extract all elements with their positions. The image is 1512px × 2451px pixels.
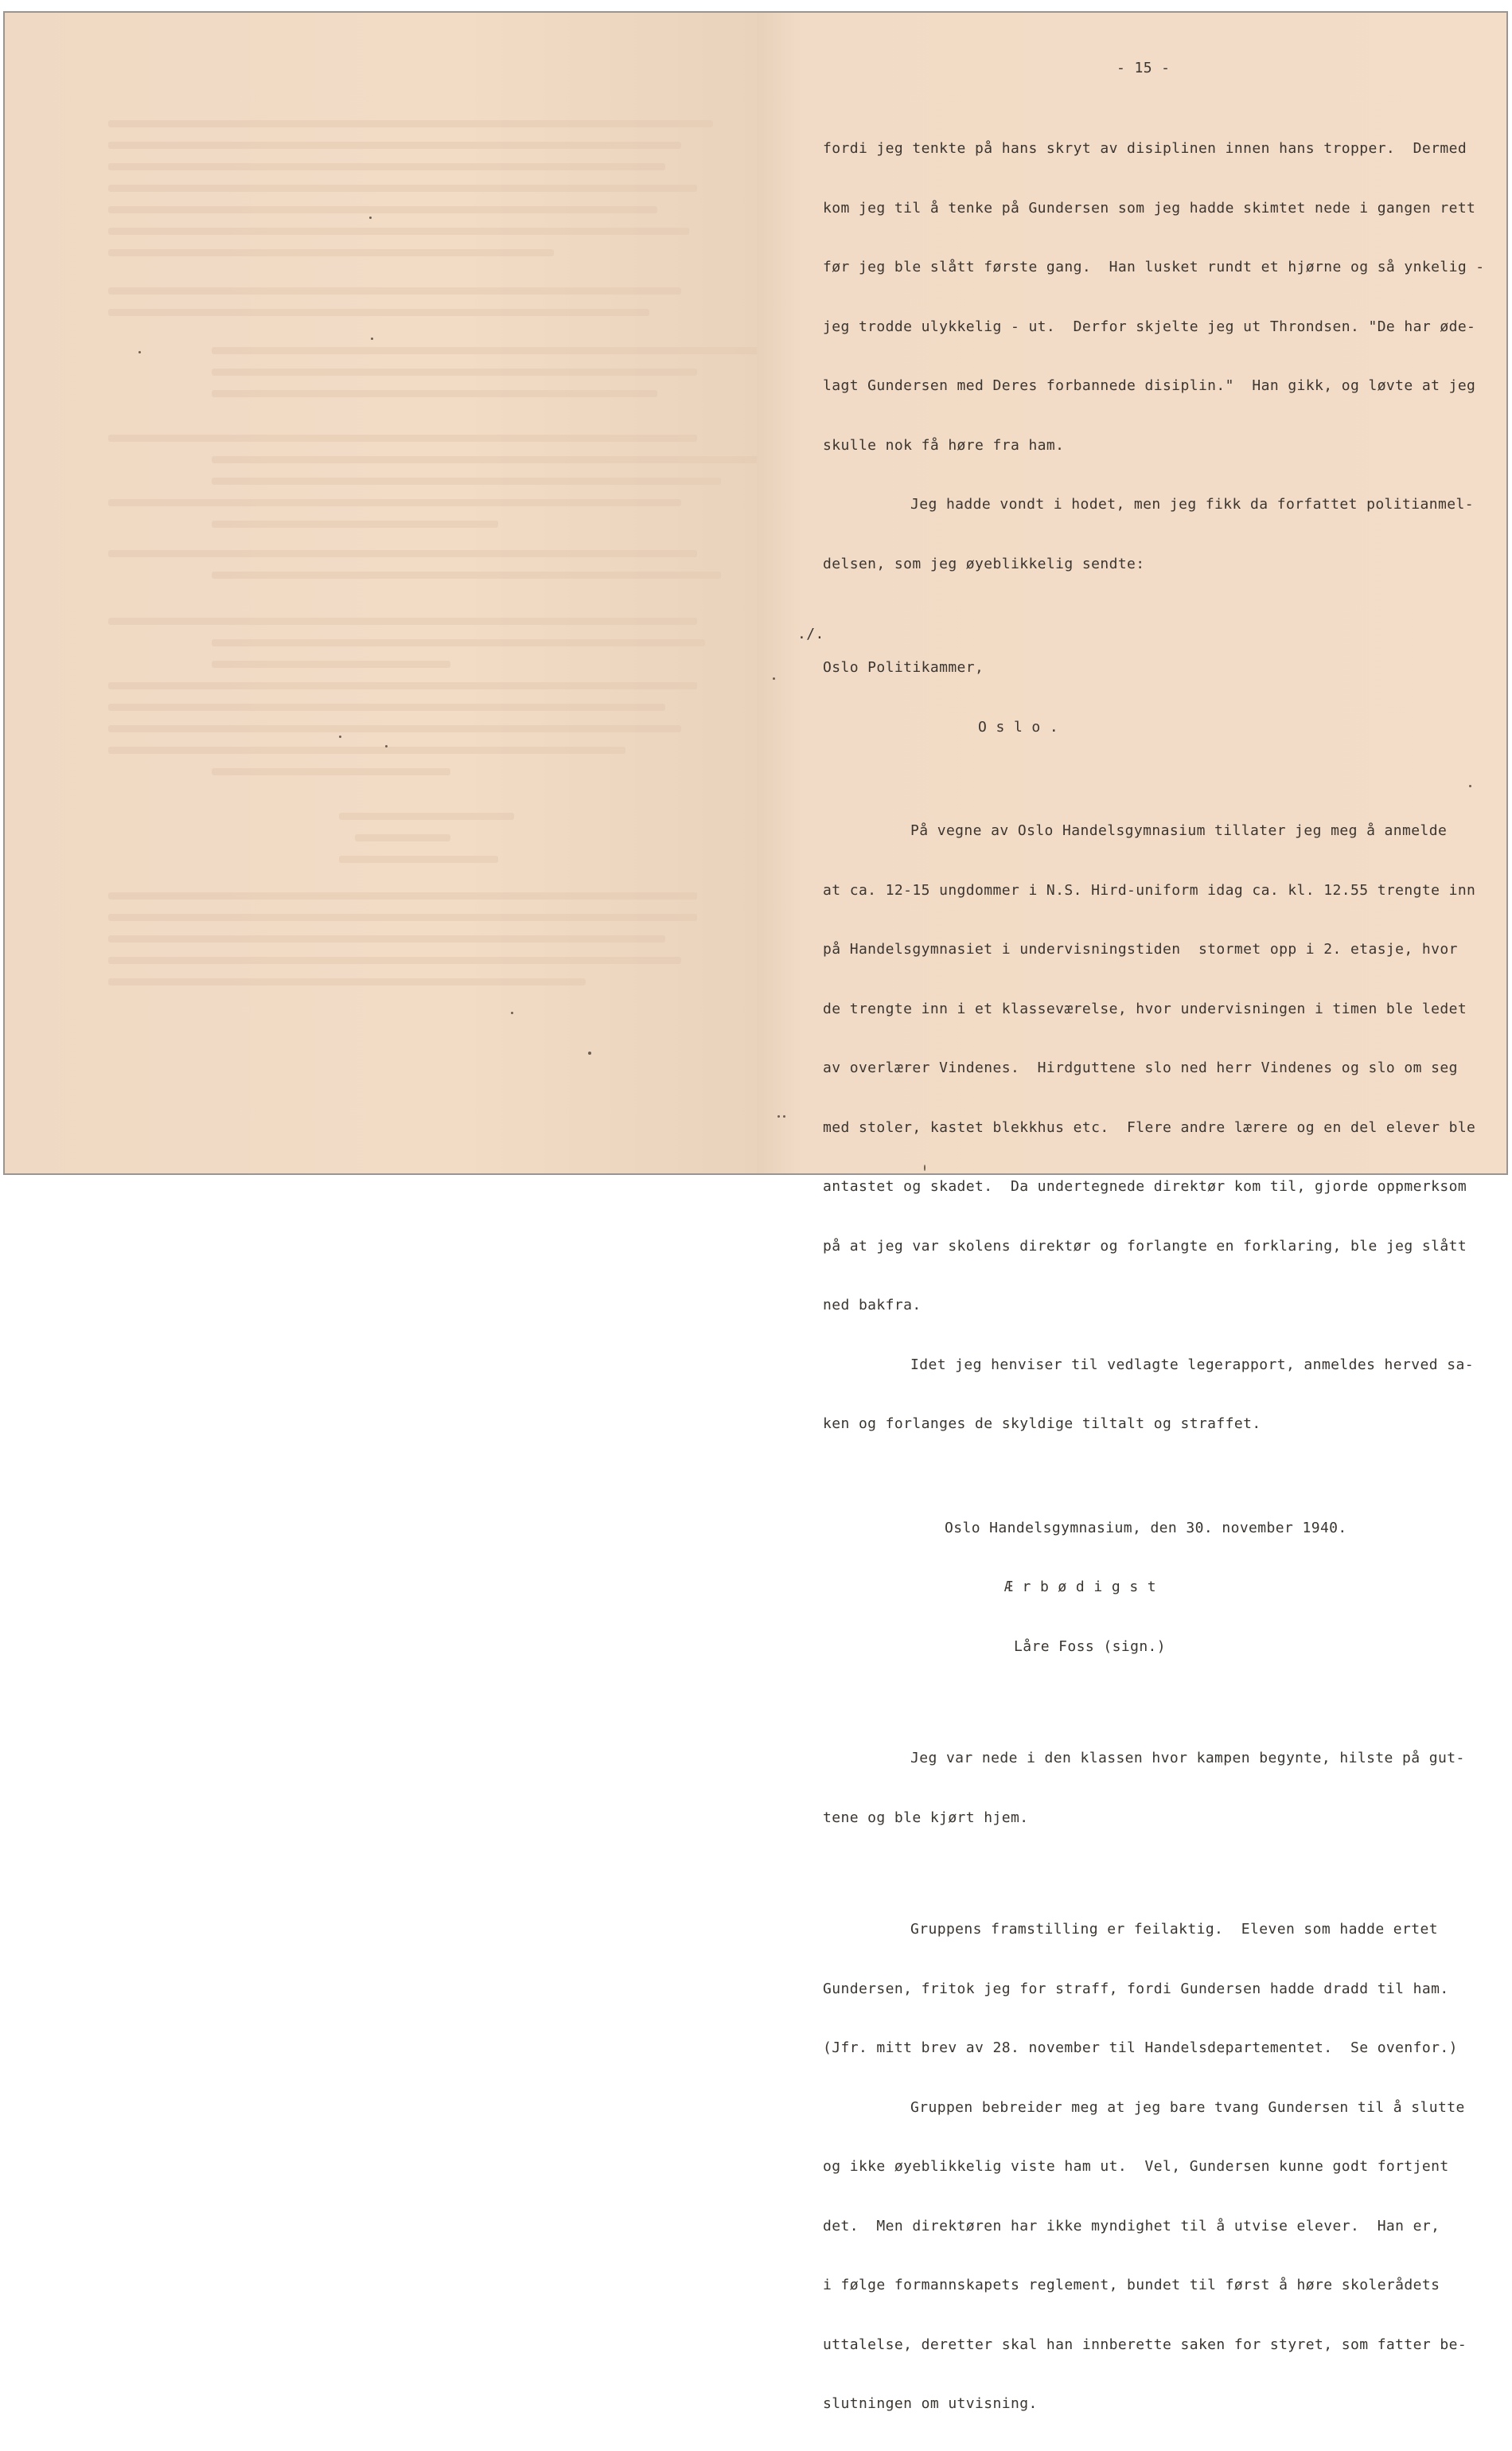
show-through-line: [108, 618, 697, 625]
show-through-line: [212, 768, 450, 775]
text-line: før jeg ble slått første gang. Han lusket rundt et hjørne og så ynkelig -: [823, 259, 1485, 275]
show-through-line: [108, 185, 697, 192]
text-line: tene og ble kjørt hjem.: [823, 1809, 1029, 1826]
report-dateline: Oslo Handelsgymnasium, den 30. november 1940.: [945, 1519, 1347, 1536]
text-line: jeg trodde ulykkelig - ut. Derfor skjelte jeg ut Throndsen. "De har øde-: [823, 318, 1476, 335]
show-through-line: [108, 142, 681, 149]
text-line: av overlærer Vindenes. Hirdguttene slo ned herr Vindenes og slo om seg: [823, 1060, 1458, 1076]
margin-mark: ./.: [797, 626, 824, 642]
text-line: ken og forlanges de skyldige tiltalt og straffet.: [823, 1415, 1261, 1432]
show-through-line: [212, 572, 721, 579]
text-line: slutningen om utvisning.: [823, 2395, 1038, 2412]
text-line: det. Men direktøren har ikke myndighet til å utvise elever. Han er,: [823, 2217, 1440, 2234]
text-line: skulle nok få høre fra ham.: [823, 436, 1065, 454]
typescript-body: [823, 103, 1485, 2451]
dust-speck: [371, 338, 373, 340]
text-line: Gundersen, fritok jeg for straff, fordi Gundersen hadde dradd til ham.: [823, 1980, 1449, 1997]
show-through-line: [108, 935, 665, 943]
report-addressee: Oslo Politikammer,: [823, 659, 984, 676]
text-line: Jeg hadde vondt i hodet, men jeg fikk da forfattet politianmel-: [910, 496, 1474, 513]
text-line: fordi jeg tenkte på hans skryt av disiplinen innen hans tropper. Dermed: [823, 140, 1467, 157]
show-through-line: [212, 369, 697, 376]
dust-speck: [588, 1052, 591, 1055]
dust-speck: [783, 1115, 785, 1118]
text-line: På vegne av Oslo Handelsgymnasium tillater jeg meg å anmelde: [910, 822, 1448, 839]
text-line: delsen, som jeg øyeblikkelig sendte:: [823, 555, 1145, 572]
show-through-line: [108, 287, 681, 295]
show-through-line: [108, 249, 554, 256]
text-line: kom jeg til å tenke på Gundersen som jeg hadde skimtet nede i gangen rett: [823, 199, 1476, 217]
show-through-line: [108, 499, 681, 506]
text-line: i følge formannskapets reglement, bundet til først å høre skolerådets: [823, 2277, 1440, 2293]
text-line: Gruppen bebreider meg at jeg bare tvang Gundersen til å slutte: [910, 2098, 1465, 2116]
show-through-line: [108, 725, 681, 732]
report-signature: Låre Foss (sign.): [1014, 1637, 1167, 1655]
show-through-line: [212, 521, 498, 528]
show-through-line: [108, 163, 665, 170]
dust-speck: [773, 677, 775, 680]
show-through-line: [108, 206, 657, 213]
show-through-line: [339, 813, 514, 820]
right-page-typescript: [757, 13, 1506, 2412]
text-line: ned bakfra.: [823, 1297, 922, 1313]
report-closing: Æ r b ø d i g s t: [1004, 1579, 1157, 1595]
show-through-line: [108, 914, 697, 921]
show-through-line: [108, 550, 697, 557]
show-through-line: [212, 347, 769, 354]
text-line: på at jeg var skolens direktør og forlangte en forklaring, ble jeg slått: [823, 1237, 1467, 1255]
show-through-line: [339, 856, 498, 863]
show-through-line: [108, 309, 649, 316]
show-through-line: [355, 834, 450, 841]
dust-speck: [1469, 785, 1471, 787]
dust-speck: [924, 1165, 926, 1171]
text-line: (Jfr. mitt brev av 28. november til Handelsdepartementet. Se ovenfor.): [823, 2039, 1458, 2056]
text-line: lagt Gundersen med Deres forbannede disiplin." Han gikk, og løvte at jeg: [823, 377, 1476, 394]
show-through-line: [212, 661, 450, 668]
show-through-line: [108, 747, 625, 754]
text-line: Gruppens framstilling er feilaktig. Eleven som hadde ertet: [910, 1921, 1438, 1938]
dust-speck: [138, 351, 141, 353]
text-line: de trengte inn i et klasseværelse, hvor undervisningen i timen ble ledet: [823, 1000, 1467, 1017]
show-through-line: [108, 978, 586, 985]
dust-speck: [777, 1115, 780, 1118]
dust-speck: [511, 1012, 513, 1014]
show-through-line: [108, 120, 713, 127]
show-through-line: [108, 892, 697, 900]
dust-speck: [339, 736, 341, 738]
text-line: på Handelsgymnasiet i undervisningstiden stormet opp i 2. etasje, hvor: [823, 941, 1458, 958]
show-through-line: [108, 704, 665, 711]
text-line: og ikke øyeblikkelig viste ham ut. Vel, Gundersen kunne godt fortjent: [823, 2158, 1449, 2175]
show-through-line: [108, 682, 697, 689]
text-line: antastet og skadet. Da undertegnede direktør kom til, gjorde oppmerksom: [823, 1178, 1467, 1195]
text-line: at ca. 12-15 ungdommer i N.S. Hird-uniform idag ca. kl. 12.55 trengte inn: [823, 881, 1476, 899]
text-line: med stoler, kastet blekkhus etc. Flere andre lærere og en del elever ble: [823, 1118, 1476, 1136]
show-through-line: [212, 478, 721, 485]
scanned-book-spread: [3, 11, 1508, 2412]
show-through-line: [212, 639, 705, 646]
show-through-line: [108, 957, 681, 964]
text-line: uttalelse, deretter skal han innberette saken for styret, som fatter be-: [823, 2336, 1467, 2353]
show-through-line: [108, 435, 697, 442]
report-addressee-city: O s l o .: [978, 718, 1059, 736]
dust-speck: [385, 745, 388, 747]
page-number: - 15 -: [1116, 60, 1171, 76]
dust-speck: [369, 217, 372, 219]
show-through-line: [108, 228, 689, 235]
show-through-line: [212, 390, 657, 397]
show-through-line: [212, 456, 769, 463]
left-page-blank-verso: [5, 13, 757, 1173]
text-line: Idet jeg henviser til vedlagte legerapport, anmeldes herved sa-: [910, 1356, 1474, 1373]
text-line: Jeg var nede i den klassen hvor kampen begynte, hilste på gut-: [910, 1750, 1465, 1766]
